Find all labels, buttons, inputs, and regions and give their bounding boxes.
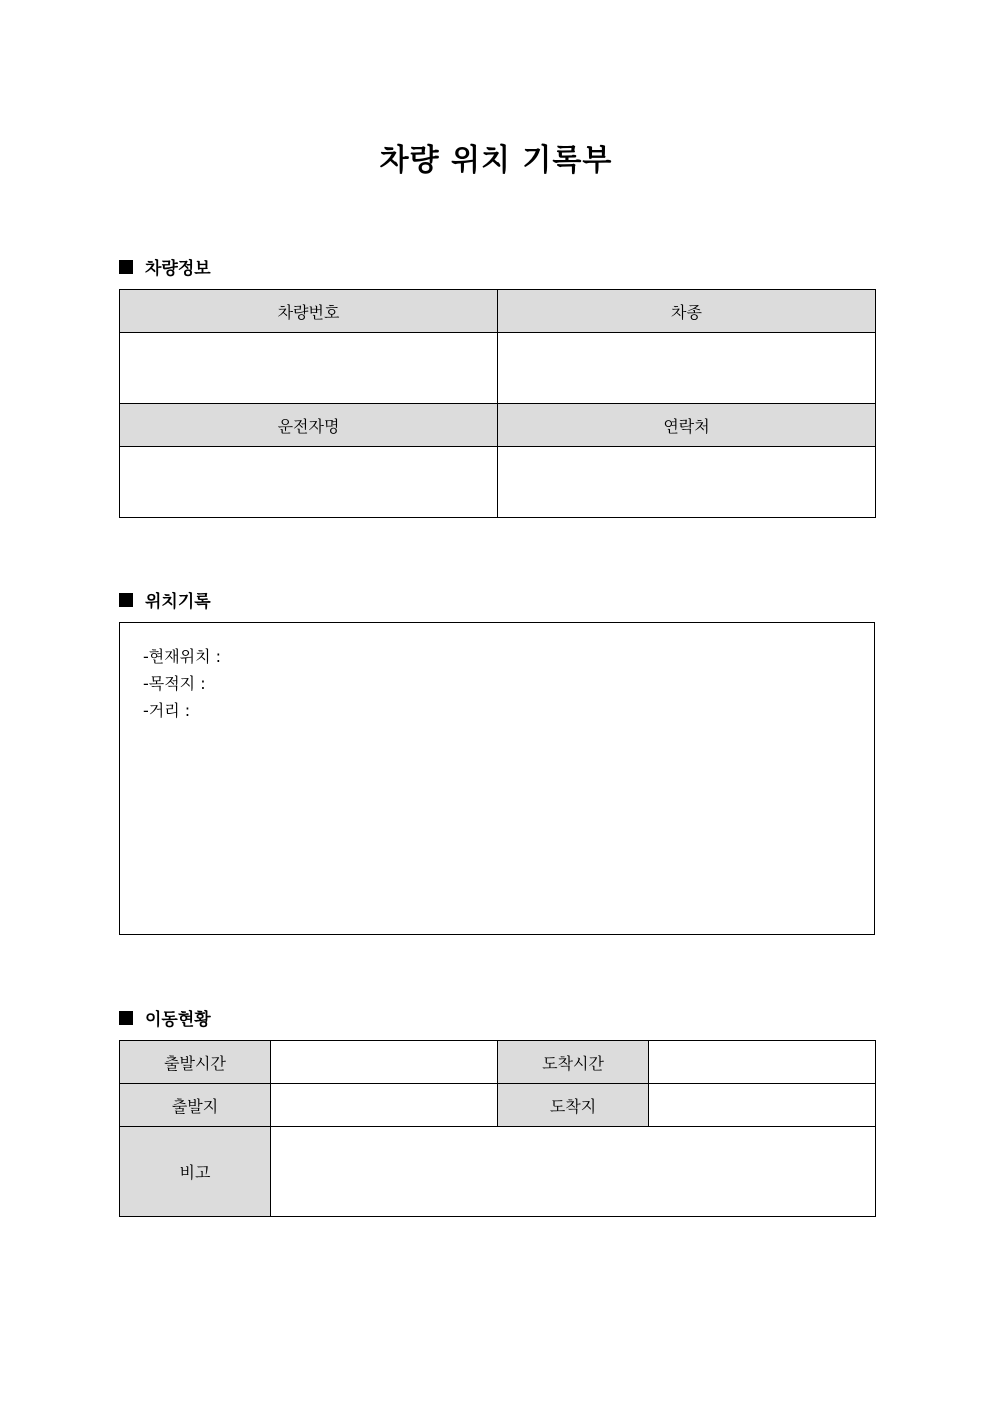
section-title: 위치기록 [145, 592, 211, 612]
driver-field[interactable] [120, 447, 498, 518]
departure-time-label: 출발시간 [120, 1041, 271, 1084]
plate-label: 차량번호 [120, 290, 498, 333]
driver-label: 운전자명 [120, 404, 498, 447]
departure-time-field[interactable] [271, 1041, 498, 1084]
remarks-label: 비고 [120, 1127, 271, 1217]
movement-table [119, 1040, 876, 1217]
section-heading-location-record [119, 587, 211, 612]
page-title: 차량 위치 기록부 [379, 143, 613, 178]
arrival-place-label: 도착지 [498, 1084, 649, 1127]
square-bullet-icon [119, 593, 133, 607]
departure-place-label: 출발지 [120, 1084, 271, 1127]
section-heading-movement [119, 1005, 211, 1030]
arrival-place-field[interactable] [649, 1084, 876, 1127]
model-field[interactable] [498, 333, 876, 404]
square-bullet-icon [119, 260, 133, 274]
section-title: 차량정보 [145, 259, 211, 279]
location-record-box[interactable] [119, 622, 875, 935]
model-label: 차종 [498, 290, 876, 333]
plate-field[interactable] [120, 333, 498, 404]
arrival-time-label: 도착시간 [498, 1041, 649, 1084]
contact-field[interactable] [498, 447, 876, 518]
square-bullet-icon [119, 1011, 133, 1025]
contact-label: 연락처 [498, 404, 876, 447]
arrival-time-field[interactable] [649, 1041, 876, 1084]
section-heading-vehicle-info [119, 254, 211, 279]
departure-place-field[interactable] [271, 1084, 498, 1127]
section-title: 이동현황 [145, 1010, 211, 1030]
record-line-destination: -목적지 : [143, 674, 206, 693]
record-line-distance: -거리 : [143, 701, 191, 720]
record-line-current-location: -현재위치 : [143, 647, 222, 666]
remarks-field[interactable] [271, 1127, 876, 1217]
vehicle-info-table [119, 289, 876, 518]
